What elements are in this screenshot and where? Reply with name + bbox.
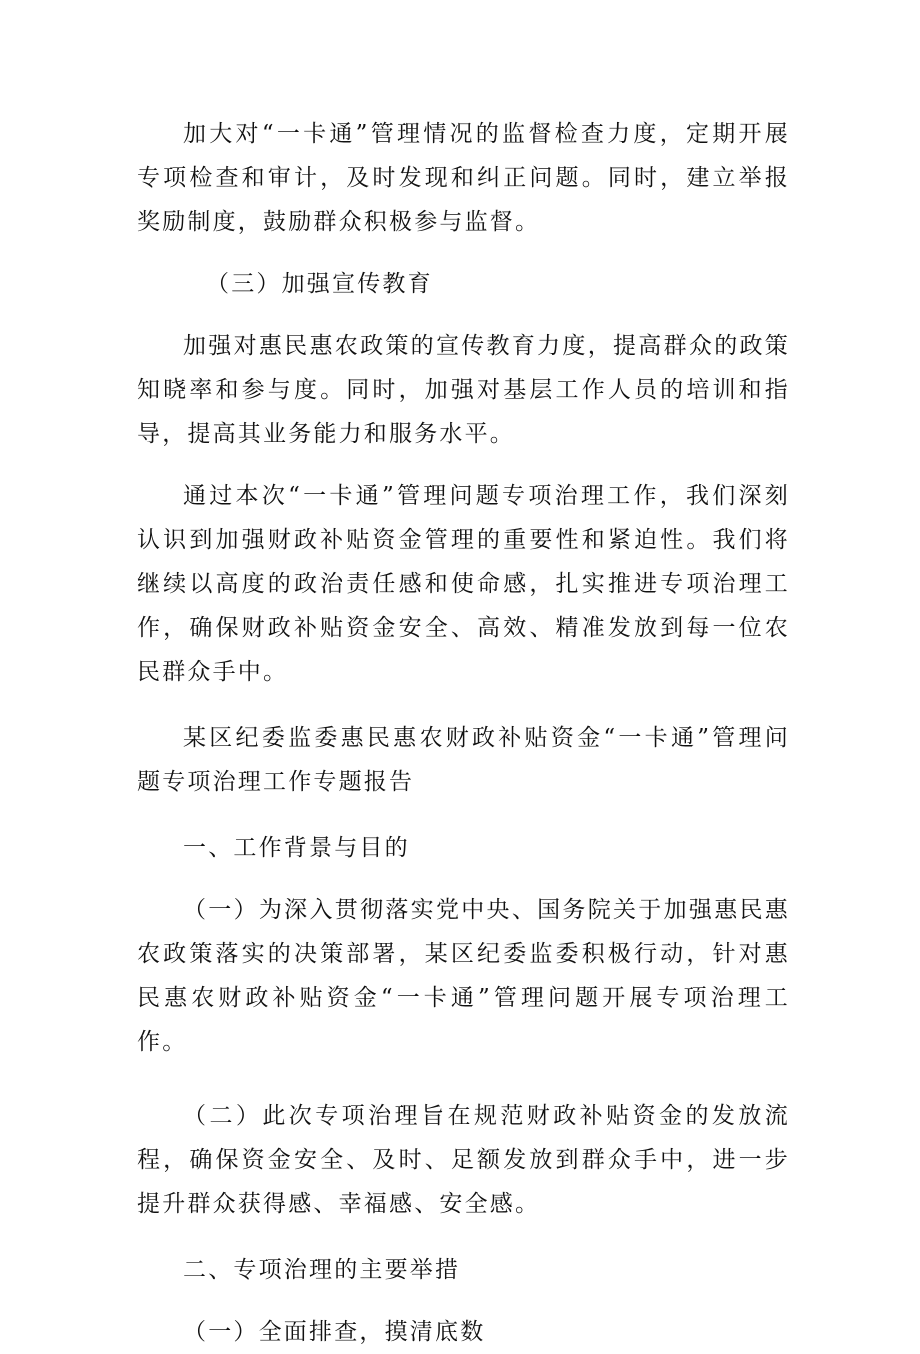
subheading-publicity: （三）加强宣传教育 — [206, 271, 433, 297]
paragraph-publicity: 加强对惠民惠农政策的宣传教育力度，提高群众的政策知晓率和参与度。同时，加强对基层工作人员的培训和指导，提高其业务能力和服务水平。 — [137, 333, 790, 447]
section-heading-measures: 二、专项治理的主要举措 — [183, 1257, 461, 1283]
subheading-investigation: （一）全面排查，摸清底数 — [183, 1319, 486, 1345]
paragraph-conclusion: 通过本次“一卡通”管理问题专项治理工作，我们深刻认识到加强财政补贴资金管理的重要性和紧迫性。我们将继续以高度的政治责任感和使命感，扎实推进专项治理工作，确保财政补贴资金安全、高效、精准发放到每一位农民群众手中。 — [137, 483, 790, 685]
section-heading-background: 一、工作背景与目的 — [183, 835, 410, 861]
paragraph-background-2: （二）此次专项治理旨在规范财政补贴资金的发放流程，确保资金安全、及时、足额发放到群众手中，进一步提升群众获得感、幸福感、安全感。 — [137, 1103, 790, 1217]
report-title: 某区纪委监委惠民惠农财政补贴资金“一卡通”管理问题专项治理工作专题报告 — [137, 725, 790, 795]
paragraph-background-1: （一）为深入贯彻落实党中央、国务院关于加强惠民惠农政策落实的决策部署，某区纪委监委积极行动，针对惠民惠农财政补贴资金“一卡通”管理问题开展专项治理工作。 — [137, 897, 790, 1055]
paragraph-supervision: 加大对“一卡通”管理情况的监督检查力度，定期开展专项检查和审计，及时发现和纠正问题。同时，建立举报奖励制度，鼓励群众积极参与监督。 — [137, 121, 790, 235]
